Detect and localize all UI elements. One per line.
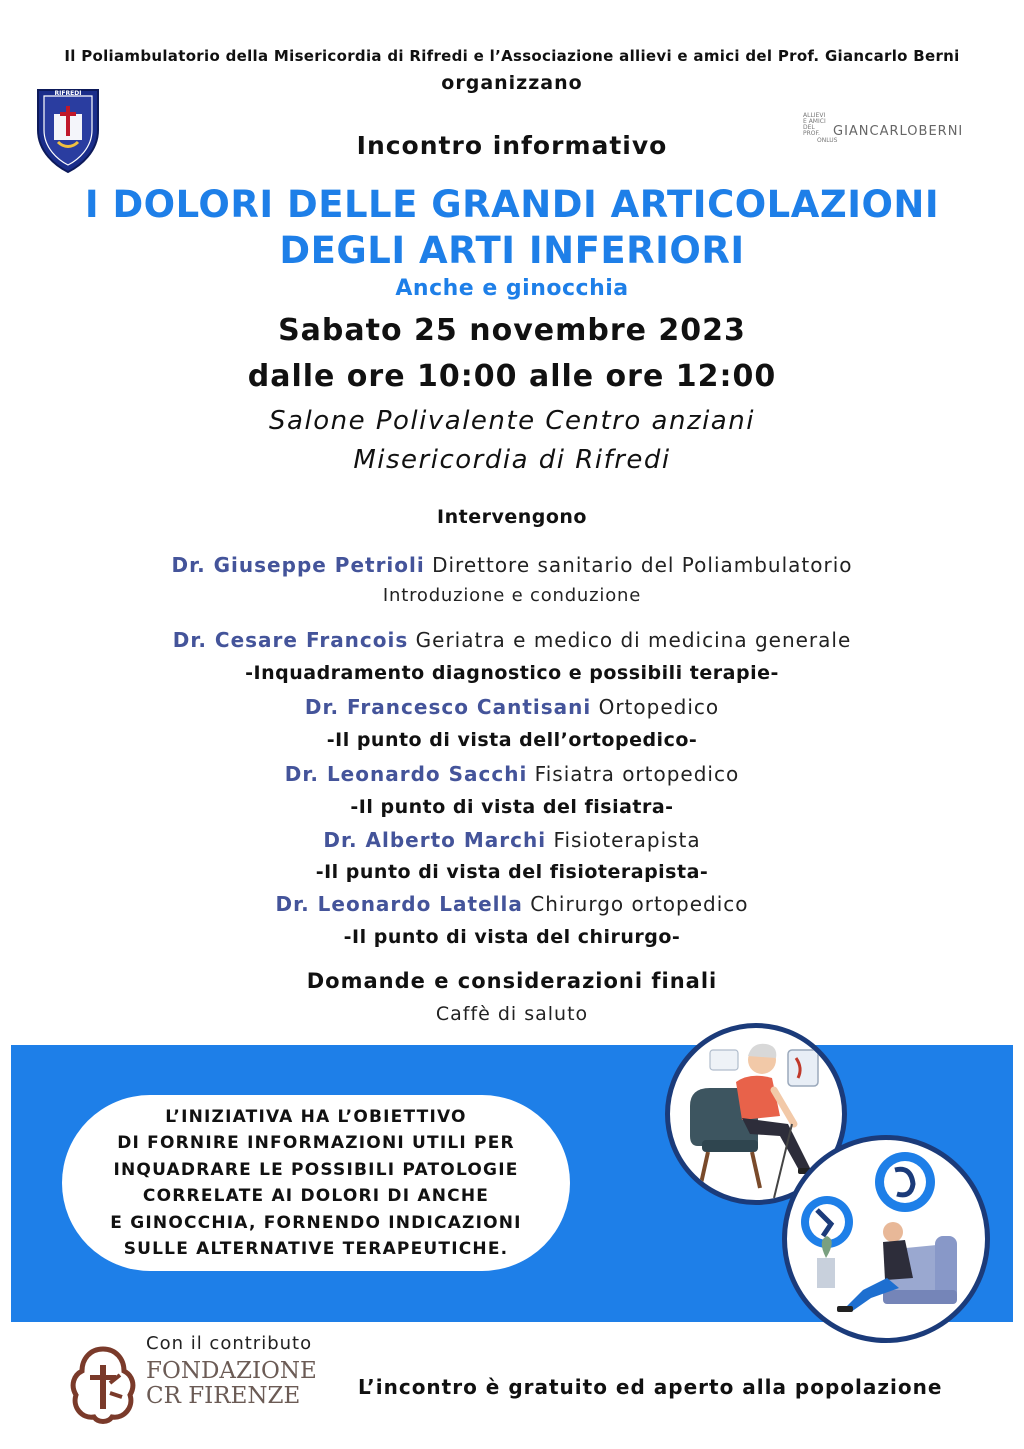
event-title-line1: I DOLORI DELLE GRANDI ARTICOLAZIONI [84,183,940,226]
speaker-1-note: Introduzione e conduzione [382,585,642,606]
speaker-2-topic: -Inquadramento diagnostico e possibili terapie- [245,662,779,684]
speaker-name: Dr. Leonardo Latella [275,892,523,916]
foundation-name-line1: FONDAZIONE [146,1358,317,1384]
misericordia-rifredi-logo [34,86,102,174]
logo-text-rifredi: RIFREDI [54,90,82,97]
event-date: Sabato 25 novembre 2023 [278,313,746,348]
speaker-1 [0,553,1024,577]
speaker-4 [0,762,1024,786]
relaxed-patient-icon [787,1140,985,1338]
speaker-6-topic: -Il punto di vista del chirurgo- [343,926,681,948]
joint-therapy-illustration [782,1135,990,1343]
objective-line: L’INIZIATIVA HA L’OBIETTIVO [165,1106,467,1127]
speaker-2 [0,628,1024,652]
venue-line1: Salone Polivalente Centro anziani [269,406,755,436]
closing-coffee: Caffè di saluto [435,1003,589,1025]
venue-line2: Misericordia di Rifredi [353,445,671,475]
free-entry-note: L’incontro è gratuito ed aperto alla popolazione [358,1375,943,1399]
speakers-heading: Intervengono [437,506,587,528]
speaker-role: Fisioterapista [553,828,701,852]
speaker-name: Dr. Giuseppe Petrioli [171,553,425,577]
foundation-name-line2: CR FIRENZE [146,1383,301,1409]
fondazione-cr-firenze-logo [66,1345,140,1425]
speaker-role: Ortopedico [598,695,720,719]
berni-logo-name: GIANCARLOBERNI [833,124,964,139]
speaker-5 [0,828,1024,852]
objective-line: E GINOCCHIA, FORNENDO INDICAZIONI [110,1212,522,1233]
contribution-label: Con il contributo [146,1333,313,1354]
speaker-name: Dr. Francesco Cantisani [304,695,592,719]
speaker-role: Fisiatra ortopedico [534,762,740,786]
speaker-role: Chirurgo ortopedico [530,892,749,916]
organizers-line: Il Poliambulatorio della Misericordia di Rifredi e l’Associazione allievi e amici del Prof. Giancarlo Berni [64,47,960,65]
event-subtitle: Anche e ginocchia [395,276,629,301]
berni-logo-onlus: ONLUS [817,137,838,144]
objective-line: DI FORNIRE INFORMAZIONI UTILI PER [117,1133,515,1153]
event-title [0,182,1024,274]
event-title-line2: DEGLI ARTI INFERIORI [279,229,745,272]
berni-logo-small-text: ALLIEVI E AMICI DEL PROF. [803,112,826,137]
objective-line: INQUADRARE LE POSSIBILI PATOLOGIE [113,1159,519,1180]
event-time: dalle ore 10:00 alle ore 12:00 [247,359,777,394]
speaker-3 [0,695,1024,719]
speaker-5-topic: -Il punto di vista del fisioterapista- [315,861,709,883]
speaker-name: Dr. Leonardo Sacchi [284,762,528,786]
speaker-6 [0,892,1024,916]
speaker-name: Dr. Alberto Marchi [323,828,547,852]
speaker-role: Geriatra e medico di medicina generale [415,628,852,652]
speaker-3-topic: -Il punto di vista dell’ortopedico- [326,729,698,751]
event-type: Incontro informativo [356,131,668,160]
objective-line: SULLE ALTERNATIVE TERAPEUTICHE. [123,1239,509,1259]
objective-line: CORRELATE AI DOLORI DI ANCHE [142,1186,490,1206]
closing-questions: Domande e considerazioni finali [306,969,718,993]
speaker-role: Direttore sanitario del Poliambulatorio [432,553,853,577]
speaker-4-topic: -Il punto di vista del fisiatra- [350,796,674,818]
organize-word: organizzano [441,72,583,94]
speaker-name: Dr. Cesare Francois [172,628,409,652]
objective-pill [62,1095,570,1271]
